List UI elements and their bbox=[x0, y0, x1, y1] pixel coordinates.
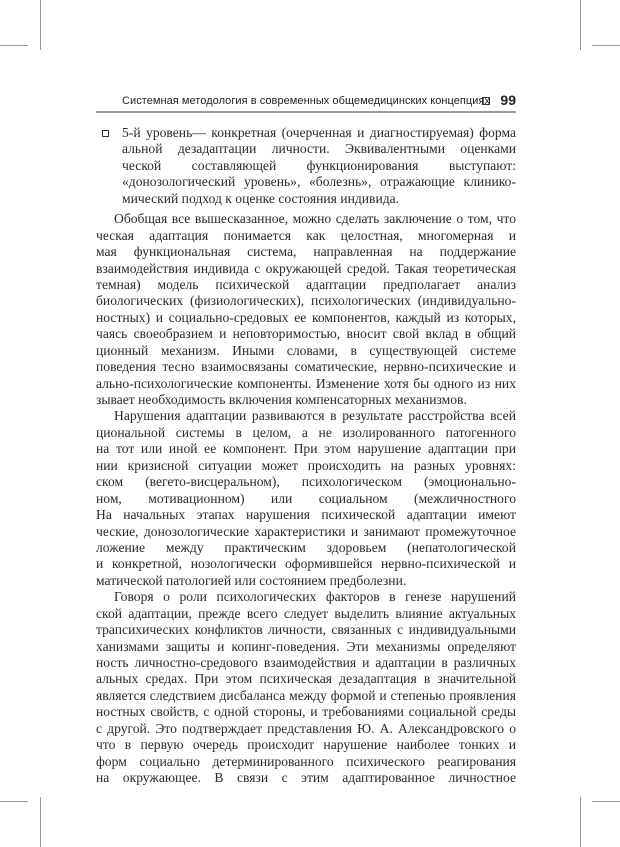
crop-mark bbox=[580, 797, 581, 847]
running-title: Системная методология в современных общемедицинских концепциях bbox=[122, 95, 491, 107]
text-line: биологических (физиологических), психологических (индивидуально- bbox=[96, 293, 516, 309]
text-line: ческой составляющей функционирования выступают: bbox=[122, 157, 516, 173]
text-line: ской адаптации, прежде всего следует выделить влияние актуальных bbox=[96, 605, 516, 621]
text-line: циональной системы в целом, а не изолированного патогенного bbox=[96, 424, 516, 440]
text-line: трапсихических конфликтов личности, связанных с индивидуальными bbox=[96, 622, 516, 638]
page-header bbox=[96, 93, 516, 111]
paragraph bbox=[96, 408, 516, 589]
text-line: мая функциональная система, направленная на поддержание bbox=[96, 244, 516, 260]
page-body bbox=[96, 125, 516, 787]
text-line: зывает необходимость включения компенсаторных механизмов. bbox=[96, 392, 467, 407]
crop-mark bbox=[580, 0, 581, 50]
square-icon bbox=[482, 97, 490, 105]
text-line: на тот или иной ее компонент. При этом нарушение адаптации при bbox=[96, 441, 516, 457]
text-line: альной дезадаптации личности. Эквивалентными оценками bbox=[122, 141, 516, 157]
crop-mark bbox=[40, 797, 41, 847]
text-line: ностных) и социально-средовых ее компонентов, каждый из которых, bbox=[96, 309, 516, 325]
text-line: Нарушения адаптации развиваются в результате расстройства всей bbox=[114, 408, 516, 424]
crop-mark bbox=[592, 801, 620, 802]
square-bullet-icon bbox=[102, 130, 109, 137]
text-line: матической патологией или состоянием предболезни. bbox=[96, 572, 407, 588]
crop-mark bbox=[40, 0, 41, 50]
text-line: на окружающее. В связи с этим адаптированное личностное bbox=[96, 770, 516, 786]
text-line: форм социально детерминированного психического реагирования bbox=[96, 753, 516, 769]
text-line: Говоря о роли психологических факторов в генезе нарушений bbox=[114, 589, 516, 605]
text-line: поведения тесно взаимосвязаны соматические, нервно-психические и bbox=[96, 359, 516, 375]
crop-mark bbox=[0, 45, 28, 46]
text-line: альных средах. При этом психическая дезадаптация в значительной bbox=[96, 671, 516, 687]
paragraph bbox=[96, 589, 516, 786]
text-line: нии кризисной ситуации может происходить на разных уровнях: bbox=[96, 457, 516, 473]
text-line: ционный механизм. Иными словами, в существующей системе bbox=[96, 342, 516, 358]
text-line: ально-психологические компоненты. Изменение хотя бы одного из них bbox=[96, 375, 516, 391]
text-line: является следствием дисбаланса между формой и степенью проявления bbox=[96, 687, 516, 703]
text-line: с другой. Это подтверждает представления Ю. А. Александровского о bbox=[96, 720, 516, 736]
text-line: мический подход к оценке состояния индивида. bbox=[122, 190, 400, 206]
crop-mark bbox=[592, 45, 620, 46]
text-line: и конкретной, нозологически оформившейся нервно-психической и bbox=[96, 556, 516, 572]
text-line: взаимодействия индивида с окружающей средой. Такая теоретическая bbox=[96, 260, 516, 276]
text-line: ском (вегето-висцеральном), психологическом (эмоционально- bbox=[96, 474, 516, 490]
text-line: 5-й уровень— конкретная (очерченная и диагностируемая) форма bbox=[122, 125, 516, 140]
paragraph bbox=[96, 211, 516, 408]
text-line: что в первую очередь происходит нарушение наиболее тонких и bbox=[96, 737, 516, 753]
text-line: ностных свойств, с одной стороны, и требованиями социальной среды bbox=[96, 704, 516, 720]
text-line: На начальных этапах нарушения психической адаптации имеют bbox=[96, 507, 516, 523]
bullet-item bbox=[96, 125, 516, 207]
crop-mark bbox=[0, 801, 28, 802]
text-line: ность личностно-средового взаимодействия и адаптации в различных bbox=[96, 655, 516, 670]
text-line: чаясь своеобразием и неповторимостью, вносит свой вклад в общий bbox=[96, 326, 516, 342]
text-line: ческие, донозологические характеристики и занимают промежуточное bbox=[96, 523, 516, 539]
text-line: ческая адаптация понимается как целостная, многомерная и bbox=[96, 227, 516, 243]
text-line: темная) модель психической адаптации предполагает анализ bbox=[96, 276, 516, 292]
text-line: ханизмами защиты и копинг-поведения. Эти механизмы определяют bbox=[96, 638, 516, 654]
text-line: ном, мотивационном) или социальном (межличностного bbox=[96, 490, 516, 506]
header-rule bbox=[96, 111, 516, 113]
text-line: Обобщая все вышесказанное, можно сделать заключение о том, что bbox=[114, 211, 516, 227]
page-number: 99 bbox=[500, 92, 516, 108]
text-line: ложение между практическим здоровьем (непатологической bbox=[96, 539, 516, 555]
text-line: «донозологический уровень», «болезнь», отражающие клинико- bbox=[122, 174, 516, 190]
